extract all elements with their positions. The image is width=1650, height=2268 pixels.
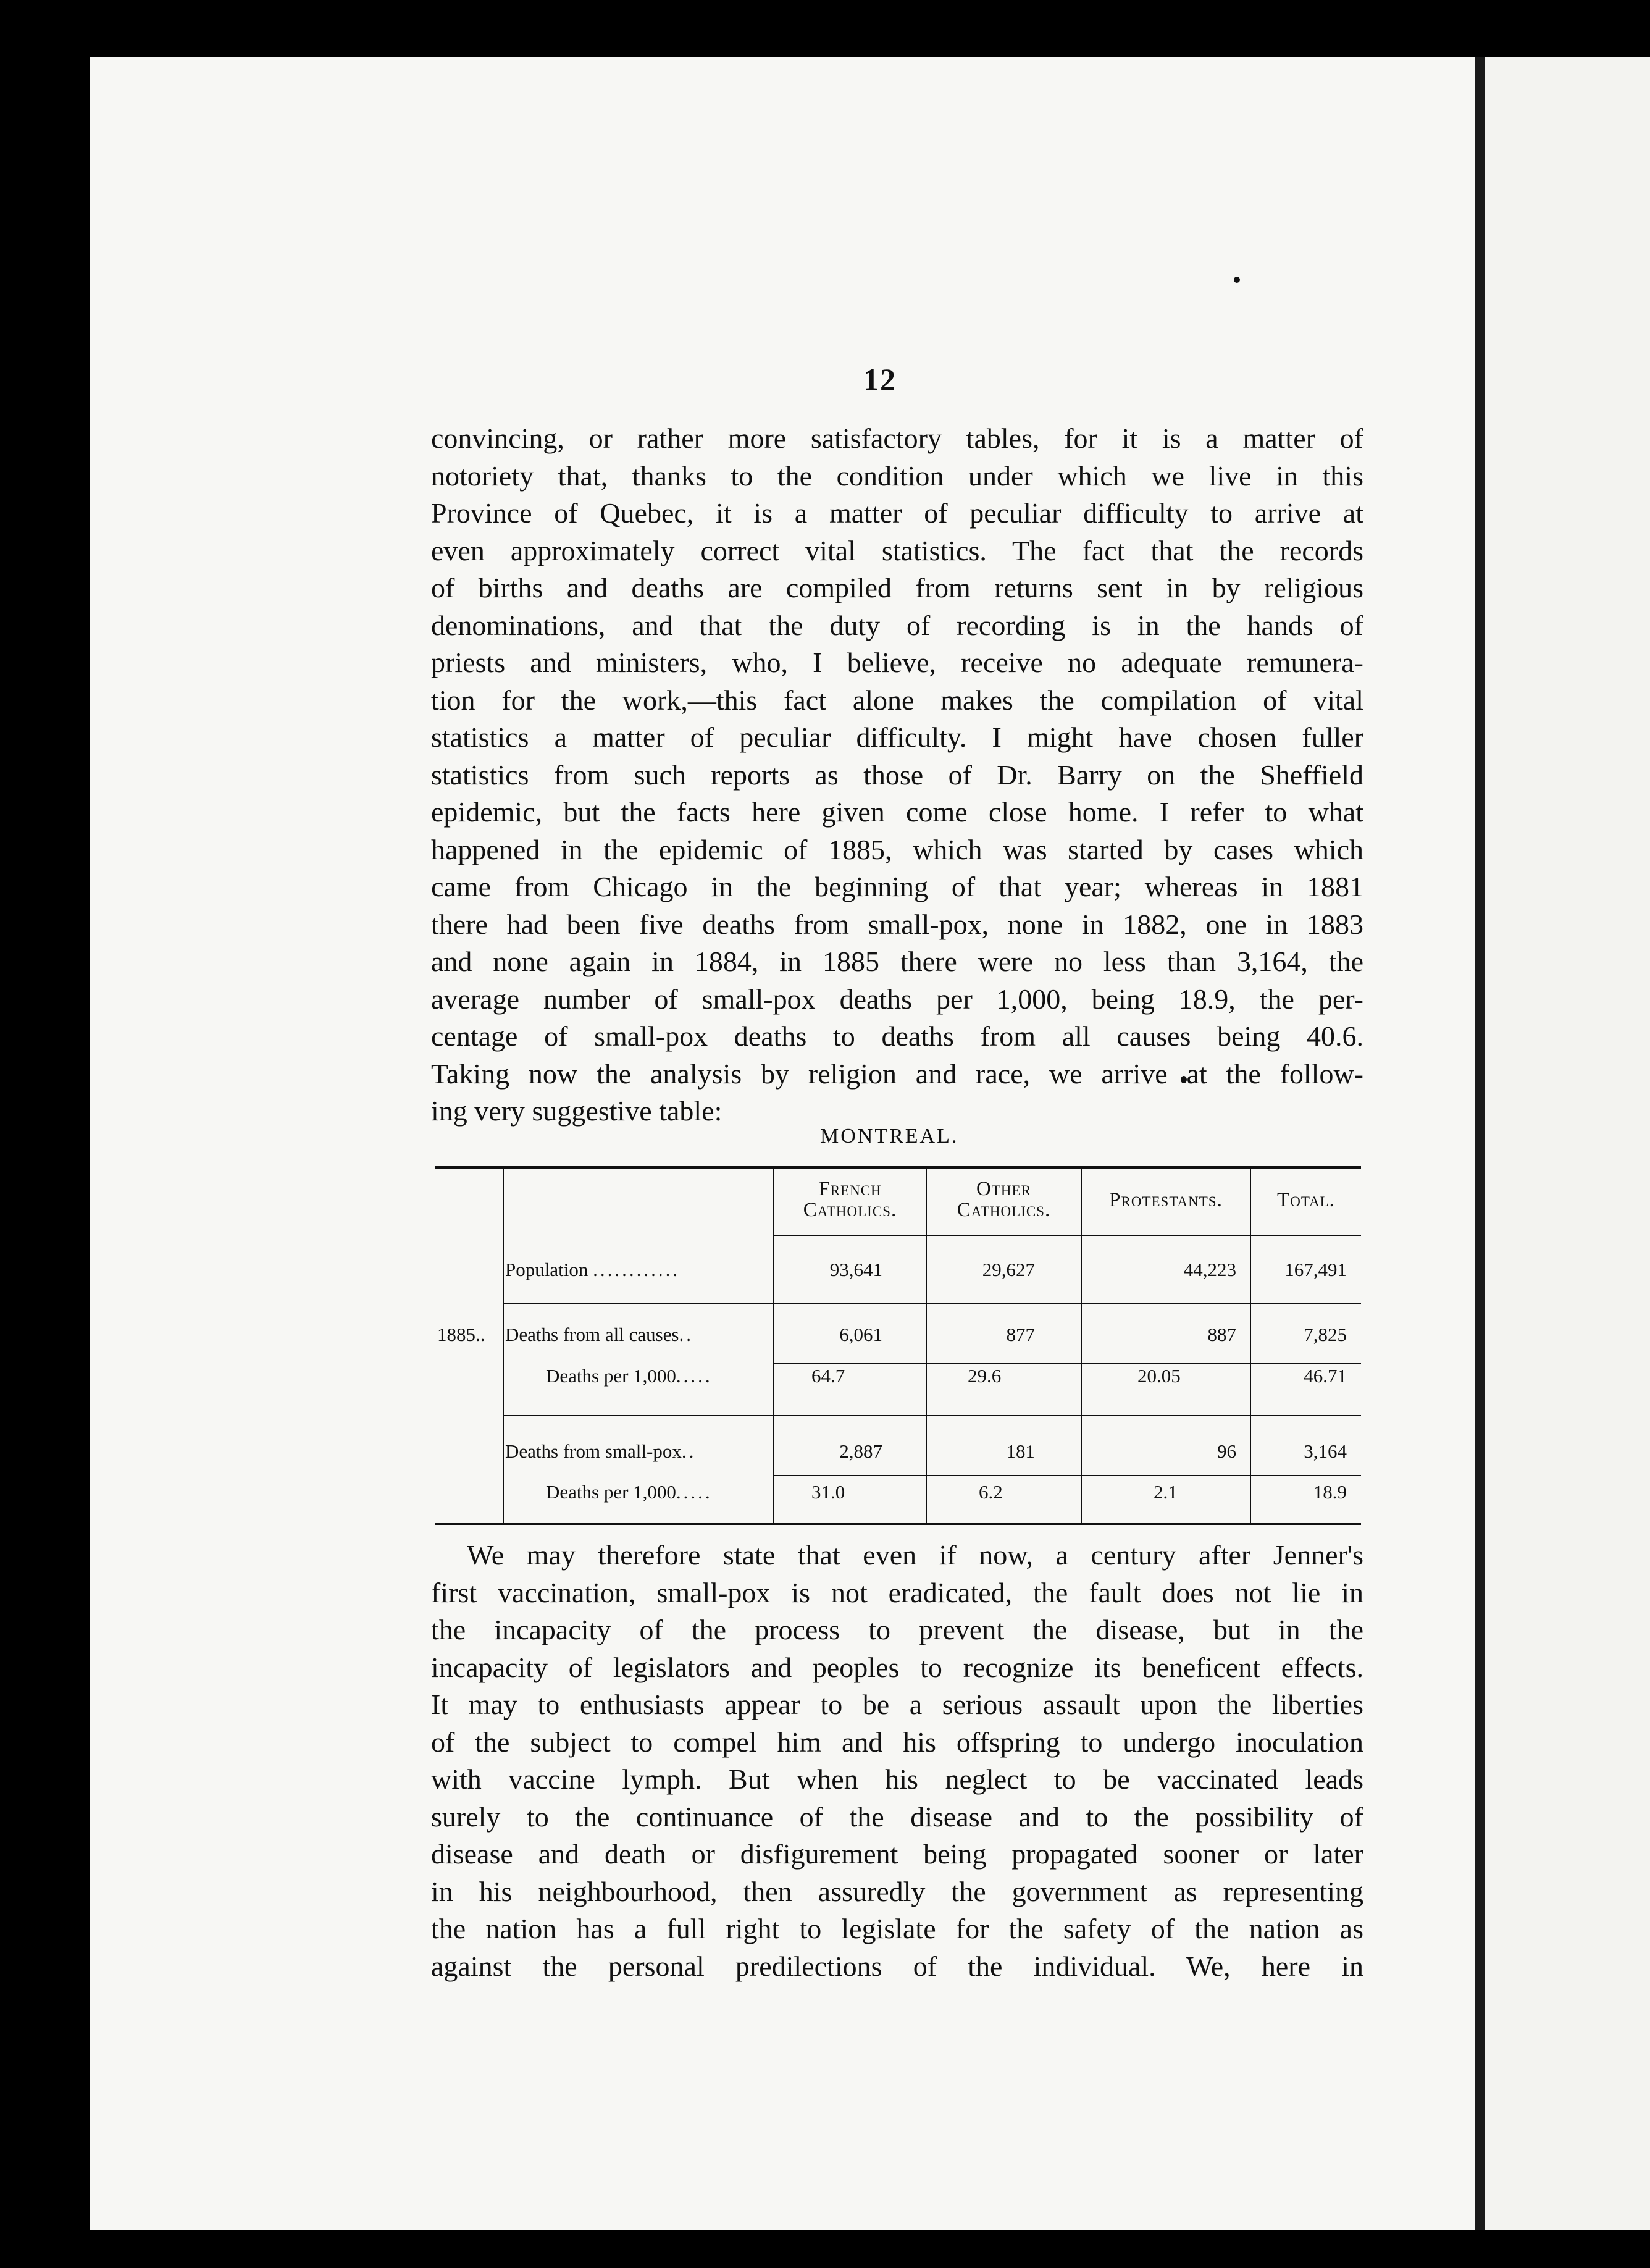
table-column-rule <box>503 1166 504 1524</box>
statistics-table <box>435 1166 1361 1524</box>
text-line: even approximately correct vital statistics. The fact that the records <box>431 534 1363 566</box>
table-bottom-rule <box>435 1523 1361 1525</box>
text-line: came from Chicago in the beginning of that year; whereas in 1881 <box>431 871 1363 902</box>
text-line: against the personal predilections of the individual. We, here in <box>431 1950 1363 1982</box>
cell-total: 7,825 <box>1304 1324 1347 1345</box>
row-label-population <box>505 1259 680 1281</box>
header-line: Catholics. <box>803 1199 897 1221</box>
header-total: Total. <box>1277 1189 1335 1211</box>
table-top-rule <box>435 1166 1361 1169</box>
text-line: It may to enthusiasts appear to be a serious assault upon the liberties <box>431 1689 1363 1720</box>
cell-total: 46.71 <box>1304 1365 1347 1387</box>
text-line: notoriety that, thanks to the condition under which we live in this <box>431 460 1363 492</box>
table-rule <box>773 1475 1361 1476</box>
text-line: denominations, and that the duty of recording is in the hands of <box>431 609 1363 641</box>
leader-dots: .. <box>681 1440 697 1462</box>
cell-french: 93,641 <box>829 1259 882 1280</box>
table-title: MONTREAL. <box>820 1125 959 1148</box>
label-text: Population <box>505 1259 588 1280</box>
header-line: French <box>818 1178 882 1200</box>
scanned-page <box>90 57 1475 2230</box>
cell-total: 167,491 <box>1284 1259 1347 1280</box>
cell-protestants: 44,223 <box>1183 1259 1236 1280</box>
page-number: 12 <box>863 362 897 397</box>
text-line: convincing, or rather more satisfactory tables, for it is a matter of <box>431 422 1363 454</box>
text-line: the nation has a full right to legislate for the safety of the nation as <box>431 1913 1363 1944</box>
row-label-deaths-smallpox <box>505 1440 696 1463</box>
leader-dots: .. <box>679 1324 693 1345</box>
text-line: Province of Quebec, it is a matter of peculiar difficulty to arrive at <box>431 497 1363 529</box>
cell-total: 18.9 <box>1313 1481 1347 1503</box>
text-line: first vaccination, small-pox is not eradicated, the fault does not lie in <box>431 1576 1363 1608</box>
row-label-smallpox-per-1000 <box>546 1481 713 1503</box>
text-line: average number of small-pox deaths per 1,000, being 18.9, the per- <box>431 983 1363 1015</box>
text-line: epidemic, but the facts here given come close home. I refer to what <box>431 796 1363 828</box>
row-label-deaths-per-1000 <box>546 1365 713 1387</box>
header-line: Catholics. <box>957 1199 1051 1221</box>
text-line: ing very suggestive table: <box>431 1095 722 1127</box>
header-line: Other <box>976 1178 1031 1200</box>
text-line: there had been five deaths from small-pox, none in 1882, one in 1883 <box>431 908 1363 940</box>
page-gutter <box>1475 57 1485 2230</box>
text-line: statistics a matter of peculiar difficulty. I might have chosen fuller <box>431 721 1363 753</box>
text-line: the incapacity of the process to prevent the disease, but in the <box>431 1614 1363 1645</box>
text-line: disease and death or disfigurement being propagated sooner or later <box>431 1838 1363 1870</box>
text-line: priests and ministers, who, I believe, receive no adequate remunera- <box>431 647 1363 678</box>
cell-other: 6.2 <box>979 1481 1003 1503</box>
header-other-catholics <box>927 1178 1081 1220</box>
table-rule <box>773 1235 1361 1236</box>
text-line: happened in the epidemic of 1885, which was started by cases which <box>431 833 1363 865</box>
cell-protestants: 20.05 <box>1137 1365 1181 1387</box>
text-line: tion for the work,—this fact alone makes the compilation of vital <box>431 684 1363 716</box>
text-line: in his neighbourhood, then assuredly the government as representing <box>431 1875 1363 1907</box>
cell-total: 3,164 <box>1304 1440 1347 1462</box>
paragraph-2 <box>431 1537 1363 1985</box>
text-line: surely to the continuance of the disease and to the possibility of <box>431 1800 1363 1833</box>
cell-french: 64.7 <box>811 1365 845 1387</box>
year-label: 1885.. <box>437 1324 485 1345</box>
label-text: Deaths from small-pox <box>505 1440 682 1462</box>
text-line: We may therefore state that even if now, a century after Jenner's <box>467 1539 1363 1571</box>
text-line: Taking now the analysis by religion and race, we arrive at the follow- <box>431 1057 1363 1090</box>
text-line: incapacity of legislators and peoples to recognize its beneficent effects. <box>431 1651 1363 1683</box>
text-line: statistics from such reports as those of Dr. Barry on the Sheffield <box>431 758 1363 791</box>
text-line: centage of small-pox deaths to deaths from all causes being 40.6. <box>431 1020 1363 1052</box>
header-protestants: Protestants. <box>1109 1189 1223 1211</box>
text-line: with vaccine lymph. But when his neglect to be vaccinated leads <box>431 1763 1363 1795</box>
leader-dots: ..... <box>676 1481 713 1503</box>
cell-protestants: 96 <box>1217 1440 1236 1462</box>
cell-french: 2,887 <box>839 1440 882 1462</box>
text-line: of births and deaths are compiled from returns sent in by religious <box>431 572 1363 603</box>
cell-french: 31.0 <box>811 1481 845 1503</box>
cell-other: 29.6 <box>968 1365 1002 1387</box>
cell-other: 181 <box>1006 1440 1035 1462</box>
header-french-catholics <box>774 1178 926 1220</box>
table-rule <box>503 1415 1361 1416</box>
cell-protestants: 887 <box>1207 1324 1236 1345</box>
text-line: and none again in 1884, in 1885 there were no less than 3,164, the <box>431 946 1363 977</box>
label-text: Deaths per 1,000 <box>546 1481 676 1503</box>
row-label-deaths-all <box>505 1324 693 1346</box>
paragraph-1 <box>431 420 1363 1130</box>
adjacent-page-edge <box>1485 57 1650 2230</box>
leader-dots: ............ <box>593 1259 681 1280</box>
label-text: Deaths per 1,000 <box>546 1365 676 1387</box>
cell-protestants: 2.1 <box>1154 1481 1178 1503</box>
label-text: Deaths from all causes <box>505 1324 679 1345</box>
table-rule <box>503 1303 1361 1304</box>
cell-other: 29,627 <box>982 1259 1035 1280</box>
ink-speck <box>1234 277 1240 283</box>
text-line: of the subject to compel him and his offspring to undergo inoculation <box>431 1726 1363 1758</box>
cell-other: 877 <box>1006 1324 1035 1345</box>
cell-french: 6,061 <box>839 1324 882 1345</box>
leader-dots: ..... <box>676 1365 713 1387</box>
table-rule <box>773 1363 1361 1364</box>
